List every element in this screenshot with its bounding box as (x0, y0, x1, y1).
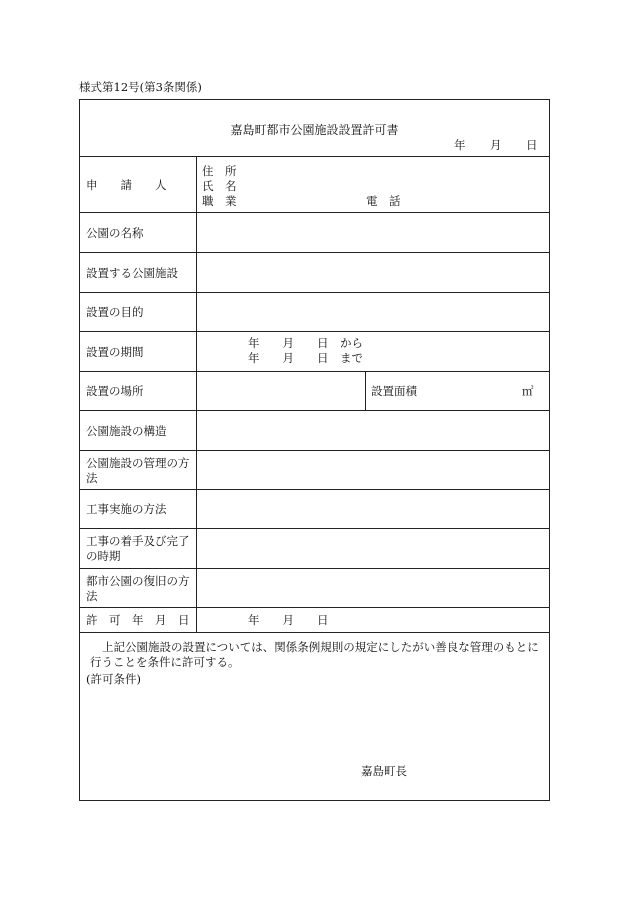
row-divider (80, 292, 549, 293)
management-label-line1: 公園施設の管理の方 (86, 456, 190, 470)
address-label: 住 所 (202, 164, 237, 178)
applicant-label: 申 請 人 (86, 178, 167, 192)
row-divider (80, 568, 549, 569)
construction-method-label: 工事実施の方法 (86, 502, 167, 516)
row-divider (80, 252, 549, 253)
row-divider (80, 156, 549, 157)
period-to: 年 月 日 まで (248, 351, 363, 365)
restoration-label-line1: 都市公園の復旧の方 (86, 574, 190, 588)
name-label: 氏 名 (202, 179, 237, 193)
permit-form (79, 99, 550, 801)
period-label: 設置の期間 (86, 345, 144, 359)
form-number: 様式第12号(第3条関係) (79, 80, 202, 94)
column-divider (365, 371, 366, 410)
phone-label: 電 話 (366, 194, 401, 208)
date-month: 月 (490, 138, 502, 152)
row-divider (80, 489, 549, 490)
park-name-label: 公園の名称 (86, 226, 144, 240)
occupation-label: 職 業 (202, 194, 237, 208)
row-divider (80, 528, 549, 529)
date-year: 年 (454, 138, 466, 152)
form-title: 嘉島町都市公園施設設置許可書 (230, 123, 399, 137)
issuer: 嘉島町長 (361, 764, 407, 778)
row-divider (80, 212, 549, 213)
column-divider (196, 156, 197, 632)
period-from: 年 月 日 から (248, 336, 363, 350)
row-divider (80, 450, 549, 451)
row-divider (80, 410, 549, 411)
schedule-label-line2: の時期 (86, 549, 121, 563)
area-unit: ㎡ (522, 384, 534, 398)
row-divider (80, 632, 549, 633)
schedule-label-line1: 工事の着手及び完了 (86, 534, 190, 548)
conditions-label: (許可条件) (86, 672, 141, 686)
facility-label: 設置する公園施設 (86, 266, 178, 280)
permit-declaration: 上記公園施設の設置については、関係条例規則の規定にしたがい善良な管理のもとに行うことを条件に許可する。 (90, 640, 539, 669)
permit-date-value: 年 月 日 (248, 613, 329, 627)
location-label: 設置の場所 (86, 384, 144, 398)
restoration-label-line2: 法 (86, 589, 98, 603)
structure-label: 公園施設の構造 (86, 424, 167, 438)
permit-date-label: 許 可 年 月 日 (86, 613, 190, 627)
area-label: 設置面積 (371, 384, 417, 398)
row-divider (80, 607, 549, 608)
row-divider (80, 331, 549, 332)
purpose-label: 設置の目的 (86, 305, 144, 319)
management-label-line2: 法 (86, 471, 98, 485)
row-divider (80, 371, 549, 372)
date-day: 日 (526, 138, 538, 152)
